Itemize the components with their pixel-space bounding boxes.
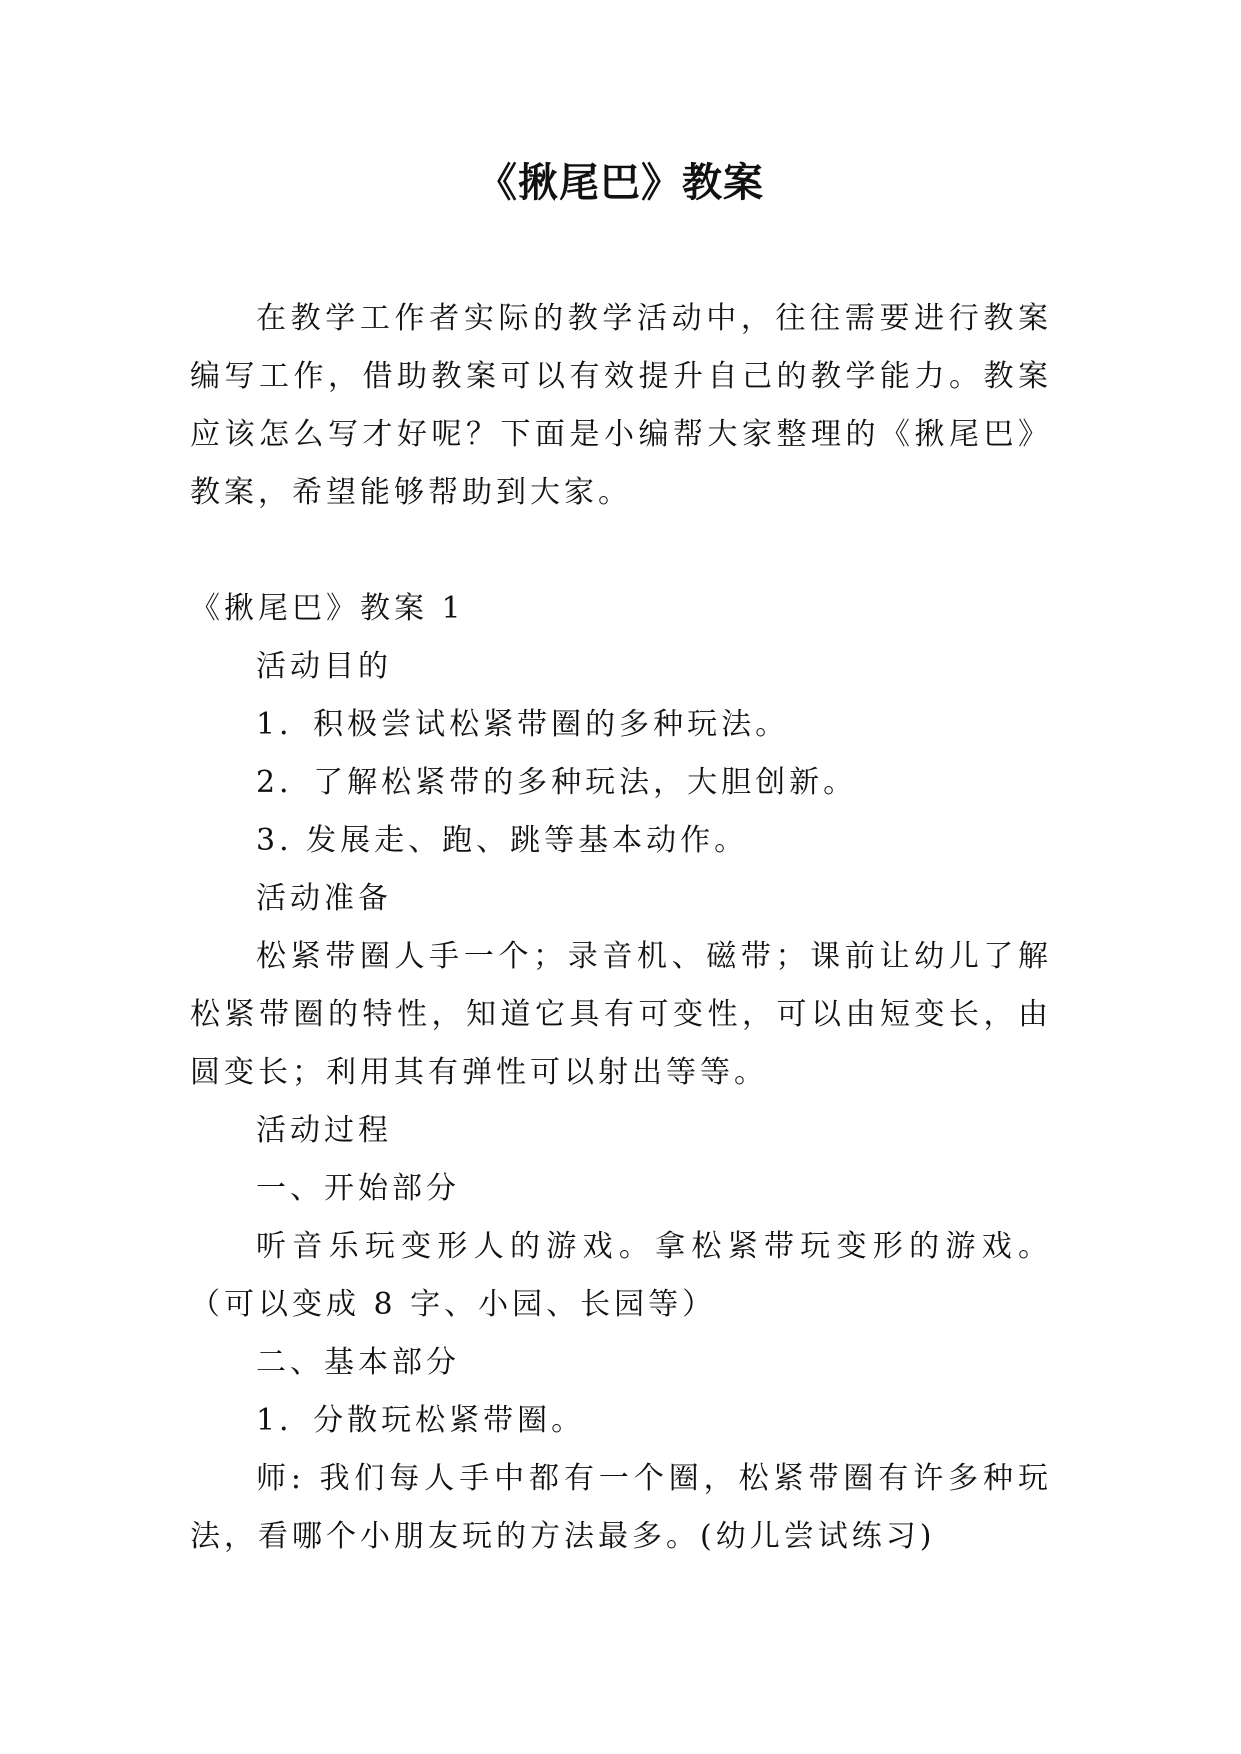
subheading-basic-part: 二、基本部分	[256, 1345, 460, 1380]
preparation-paragraph: 松紧带圈人手一个；录音机、磁带；课前让幼儿了解松紧带圈的特性，知道它具有可变性，可以由短变长，由圆变长；利用其有弹性可以射出等等。	[190, 939, 1052, 1090]
subheading-opening-part: 一、开始部分	[256, 1171, 460, 1206]
opening-paragraph: 听音乐玩变形人的游戏。拿松紧带玩变形的游戏。（可以变成 8 字、小园、长园等）	[190, 1229, 1052, 1322]
goal-item-2: 2．了解松紧带的多种玩法，大胆创新。	[256, 765, 858, 800]
document-body	[190, 290, 1052, 1566]
basic-item-1: 1．分散玩松紧带圈。	[256, 1403, 586, 1438]
goal-item-1: 1．积极尝试松紧带圈的多种玩法。	[256, 707, 790, 742]
intro-paragraph: 在教学工作者实际的教学活动中，往往需要进行教案编写工作，借助教案可以有效提升自己的教学能力。教案应该怎么写才好呢？下面是小编帮大家整理的《揪尾巴》教案，希望能够帮助到大家。	[190, 301, 1052, 510]
section-heading: 《揪尾巴》教案 1	[190, 591, 465, 626]
document-title: 《揪尾巴》教案	[477, 160, 764, 206]
heading-activity-process: 活动过程	[256, 1113, 392, 1148]
heading-activity-preparation: 活动准备	[256, 881, 392, 916]
spacer	[190, 522, 1052, 580]
heading-activity-goals: 活动目的	[256, 649, 392, 684]
teacher-instruction-paragraph: 师: 我们每人手中都有一个圈，松紧带圈有许多种玩法，看哪个小朋友玩的方法最多。(幼儿尝试练习)	[190, 1461, 1052, 1554]
goal-item-3: 3. 发展走、跑、跳等基本动作。	[256, 823, 749, 858]
